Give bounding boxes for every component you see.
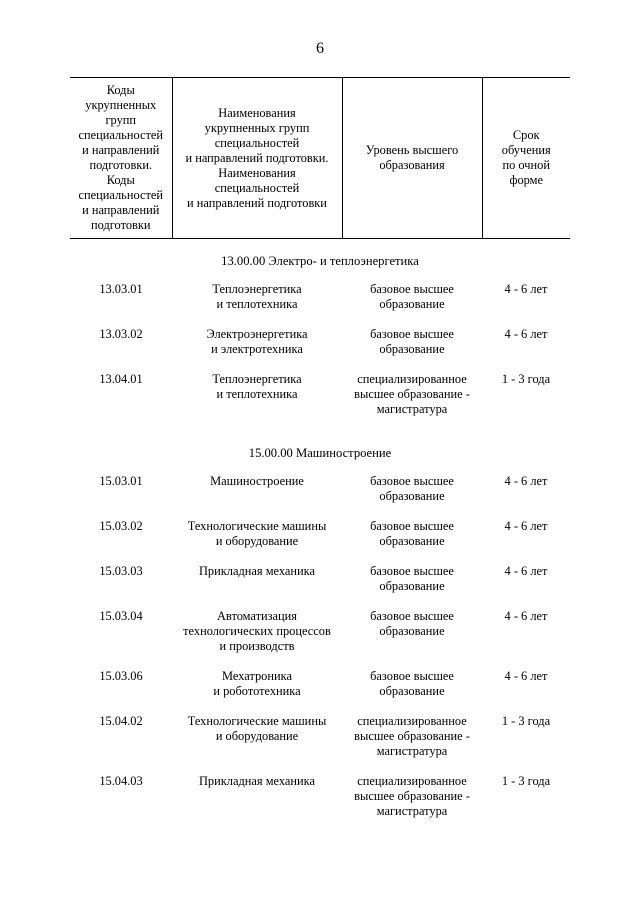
row-level: специализированное высшее образование - магистратура <box>354 714 470 758</box>
row-name: Мехатроника и робототехника <box>213 669 301 698</box>
row-code: 15.03.01 <box>99 474 143 488</box>
row-name: Технологические машины и оборудование <box>187 519 327 548</box>
row-code: 15.04.02 <box>99 714 143 728</box>
row-name: Теплоэнергетика и теплотехника <box>212 372 302 401</box>
header-names: Наименования укрупненных групп специальностей и направлений подготовки. Наименования специальностей и направлений подготовки <box>172 78 342 239</box>
row-name: Технологические машины и оборудование <box>187 714 327 743</box>
group-15 <box>70 432 570 834</box>
row-name: Автоматизация технологических процессов и производств <box>183 609 331 653</box>
row-term: 4 - 6 лет <box>504 474 548 488</box>
row-code: 15.04.03 <box>99 774 143 788</box>
row-term: 4 - 6 лет <box>504 609 548 623</box>
page-number: 6 <box>316 40 324 57</box>
group-title: 15.00.00 Машиностроение <box>248 446 392 460</box>
row-level: базовое высшее образование <box>370 564 454 593</box>
group-13 <box>70 239 570 433</box>
row-level: специализированное высшее образование - магистратура <box>354 774 470 818</box>
row-name: Теплоэнергетика и теплотехника <box>212 282 302 311</box>
table-row <box>70 474 570 519</box>
row-code: 13.03.02 <box>99 327 143 341</box>
row-term: 4 - 6 лет <box>504 282 548 296</box>
row-code: 15.03.03 <box>99 564 143 578</box>
row-term: 1 - 3 года <box>501 714 551 728</box>
row-level: базовое высшее образование <box>370 474 454 503</box>
row-name: Прикладная механика <box>198 564 315 578</box>
row-code: 13.03.01 <box>99 282 143 296</box>
header-codes: Коды укрупненных групп специальностей и направлений подготовки. Коды специальностей и направлений подготовки <box>70 78 172 239</box>
row-level: базовое высшее образование <box>370 519 454 548</box>
row-level: базовое высшее образование <box>370 327 454 356</box>
row-term: 4 - 6 лет <box>504 669 548 683</box>
row-code: 15.03.04 <box>99 609 143 623</box>
header-term: Срок обучения по очной форме <box>482 78 570 239</box>
table-row <box>70 519 570 564</box>
table-row <box>70 714 570 774</box>
row-term: 1 - 3 года <box>501 372 551 386</box>
row-level: базовое высшее образование <box>370 282 454 311</box>
row-term: 4 - 6 лет <box>504 564 548 578</box>
row-code: 13.04.01 <box>99 372 143 386</box>
row-level: базовое высшее образование <box>370 609 454 638</box>
group-title: 13.00.00 Электро- и теплоэнергетика <box>221 254 419 268</box>
row-level: специализированное высшее образование - магистратура <box>354 372 470 416</box>
table-row <box>70 282 570 327</box>
table-row <box>70 669 570 714</box>
row-level: базовое высшее образование <box>370 669 454 698</box>
table-row <box>70 774 570 834</box>
row-name: Электроэнергетика и электротехника <box>206 327 308 356</box>
table-row <box>70 372 570 432</box>
table-row <box>70 609 570 669</box>
header-level: Уровень высшего образования <box>342 78 482 239</box>
table-header <box>70 78 570 239</box>
row-term: 4 - 6 лет <box>504 519 548 533</box>
row-term: 4 - 6 лет <box>504 327 548 341</box>
row-code: 15.03.02 <box>99 519 143 533</box>
row-term: 1 - 3 года <box>501 774 551 788</box>
row-code: 15.03.06 <box>99 669 143 683</box>
row-name: Прикладная механика <box>198 774 315 788</box>
row-name: Машиностроение <box>210 474 304 488</box>
specialties-table <box>70 77 570 834</box>
table-row <box>70 327 570 372</box>
table-row <box>70 564 570 609</box>
